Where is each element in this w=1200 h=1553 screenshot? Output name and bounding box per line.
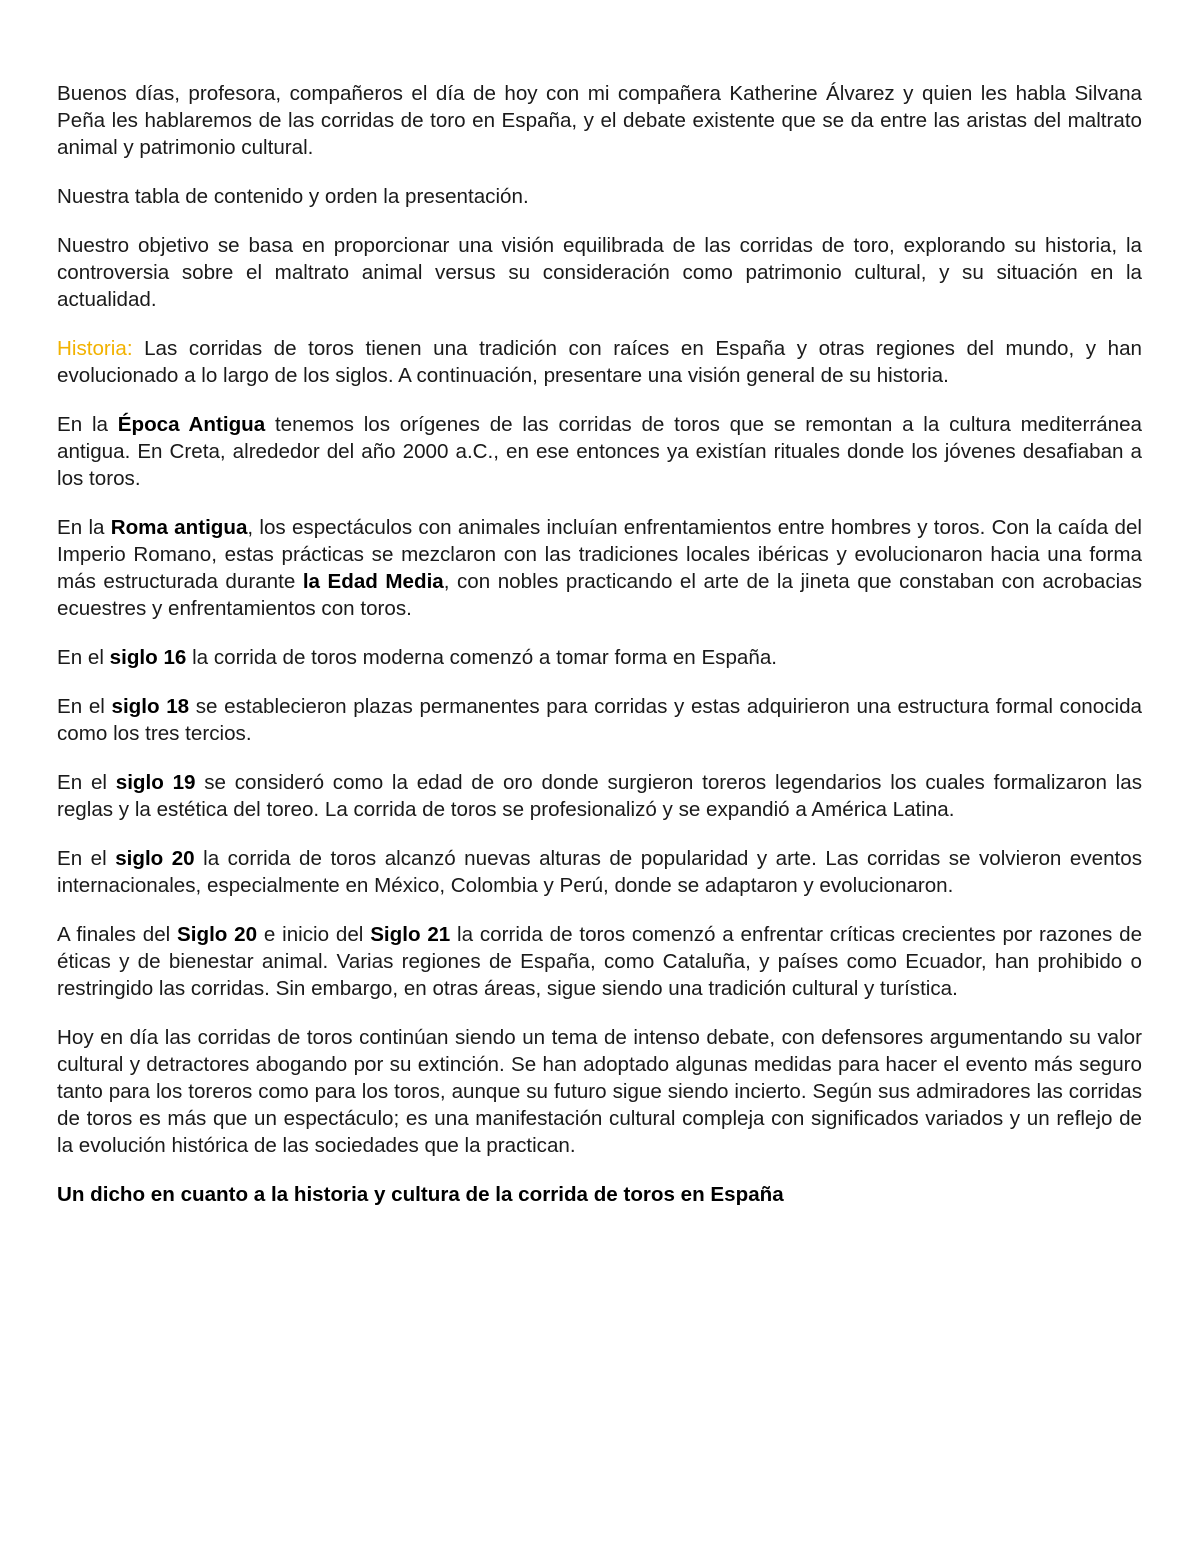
s19-pre: En el [57, 771, 116, 794]
historia-label: Historia [57, 337, 127, 360]
document-page [57, 80, 1142, 1230]
historia-colon: : [126, 337, 133, 360]
paragraph-objetivo: Nuestro objetivo se basa en proporcionar una visión equilibrada de las corridas de toro, explorando su historia, la controversia sobre el maltrato animal versus su consideración como patrimonio cultural, y su situación en la actualidad. [57, 234, 1142, 311]
paragraph-intro: Buenos días, profesora, compañeros el día de hoy con mi compañera Katherine Álvarez y quien les habla Silvana Peña les hablaremos de las corridas de toro en España, y el debate existente que se da entre las aristas del maltrato animal y patrimonio cultural. [57, 82, 1142, 159]
s16-pre: En el [57, 646, 110, 669]
paragraph-siglo-18 [57, 693, 1142, 747]
s20-bold: siglo 20 [115, 847, 195, 870]
s16-bold: siglo 16 [109, 646, 187, 669]
roma-mid: , los espectáculos con animales incluían enfrentamientos entre hombres y toros. Con la caída del Imperio Romano, estas prácticas se mezclaron con las tradiciones locales ibéricas y evolucionaron hacia una forma más estructurada durante [57, 516, 1142, 593]
s21-mid: e inicio del [257, 923, 371, 946]
historia-text: Las corridas de toros tienen una tradición con raíces en España y otras regiones del mundo, y han evolucionado a lo largo de los siglos. A continuación, presentare una visión general de su historia. [57, 337, 1142, 387]
s21-pre: A finales del [57, 923, 178, 946]
antigua-post: tenemos los orígenes de las corridas de toros que se remontan a la cultura mediterránea antigua. En Creta, alrededor del año 2000 a.C., en ese entonces ya existían rituales donde los jóvenes desafiaban a los toros. [57, 413, 1142, 490]
s18-post: se establecieron plazas permanentes para corridas y estas adquirieron una estructura formal conocida como los tres tercios. [57, 695, 1142, 745]
heading-dicho: Un dicho en cuanto a la historia y cultura de la corrida de toros en España [57, 1183, 784, 1206]
roma-bold-1: Roma antigua [110, 516, 248, 539]
paragraph-historia [57, 335, 1142, 389]
s21-bold-2: Siglo 21 [370, 923, 451, 946]
roma-post: , con nobles practicando el arte de la jineta que constaban con acrobacias ecuestres y enfrentamientos con toros. [57, 570, 1142, 620]
s19-bold: siglo 19 [115, 771, 196, 794]
antigua-pre: En la [57, 413, 118, 436]
paragraph-siglo-19 [57, 769, 1142, 823]
s18-pre: En el [57, 695, 112, 718]
s16-post: la corrida de toros moderna comenzó a tomar forma en España. [186, 646, 778, 669]
paragraph-tabla-contenido: Nuestra tabla de contenido y orden la presentación. [57, 185, 529, 208]
paragraph-siglo-21 [57, 921, 1142, 1002]
paragraph-hoy-en-dia: Hoy en día las corridas de toros continúan siendo un tema de intenso debate, con defensores argumentando su valor cultural y detractores abogando por su extinción. Se han adoptado algunas medidas para hacer el evento más seguro tanto para los toreros como para los toros, aunque su futuro sigue siendo incierto. Según sus admiradores las corridas de toros es más que un espectáculo; es una manifestación cultural compleja con significados variados y un reflejo de la evolución histórica de las sociedades que la practican. [57, 1026, 1142, 1157]
s21-post: la corrida de toros comenzó a enfrentar críticas crecientes por razones de éticas y de bienestar animal. Varias regiones de España, como Cataluña, y países como Ecuador, han prohibido o restringido las corridas. Sin embargo, en otras áreas, sigue siendo una tradición cultural y turística. [57, 923, 1143, 1000]
roma-pre: En la [57, 516, 111, 539]
s18-bold: siglo 18 [111, 695, 190, 718]
s20-post: la corrida de toros alcanzó nuevas alturas de popularidad y arte. Las corridas se volvieron eventos internacionales, especialmente en México, Colombia y Perú, donde se adaptaron y evolucionaron. [57, 847, 1142, 897]
s21-bold-1: Siglo 20 [177, 923, 258, 946]
paragraph-siglo-20 [57, 845, 1142, 899]
paragraph-siglo-16 [57, 644, 1142, 671]
s20-pre: En el [57, 847, 116, 870]
antigua-bold: Época Antigua [117, 413, 266, 436]
paragraph-epoca-antigua [57, 411, 1142, 492]
roma-bold-2: la Edad Media [302, 570, 444, 593]
paragraph-roma-antigua [57, 514, 1142, 622]
s19-post: se consideró como la edad de oro donde surgieron toreros legendarios los cuales formalizaron las reglas y la estética del toreo. La corrida de toros se profesionalizó y se expandió a América Latina. [57, 771, 1142, 821]
